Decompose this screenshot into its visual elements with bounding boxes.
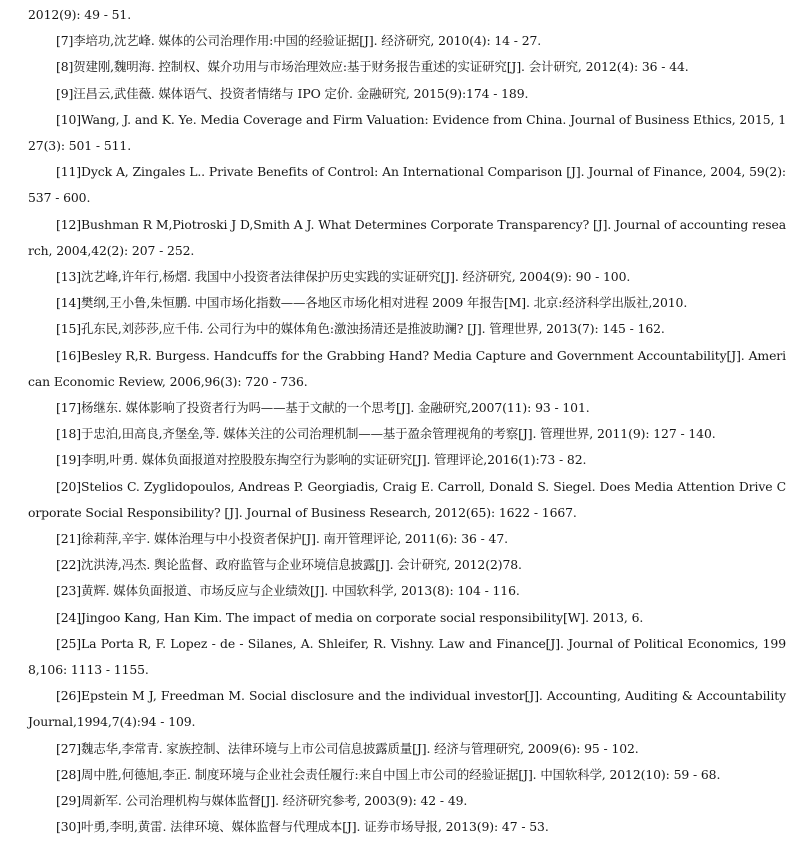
reference-entry: [23]黄辉. 媒体负面报道、市场反应与企业绩效[J]. 中国软科学, 2013(8): 104 - 116. xyxy=(56,583,520,599)
reference-list xyxy=(28,2,786,841)
reference-entry: 2012(9): 49 - 51. xyxy=(28,7,132,22)
reference-entry: [11]Dyck A, Zingales L.. Private Benefits of Control: An International Comparison [J]. Journal of Finance, 2004, 59(2): 537 - 600. xyxy=(28,164,786,206)
reference-entry: [21]徐莉萍,辛宇. 媒体治理与中小投资者保护[J]. 南开管理评论, 2011(6): 36 - 47. xyxy=(56,531,508,547)
reference-entry: [13]沈艺峰,许年行,杨熠. 我国中小投资者法律保护历史实践的实证研究[J]. 经济研究, 2004(9): 90 - 100. xyxy=(56,269,631,285)
reference-entry: [26]Epstein M J, Freedman M. Social disclosure and the individual investor[J]. Accounting, Auditing & Accountability Journal,1994,7(4):94 - 109. xyxy=(28,688,786,730)
reference-entry: [28]周中胜,何德旭,李正. 制度环境与企业社会责任履行:来自中国上市公司的经验证据[J]. 中国软科学, 2012(10): 59 - 68. xyxy=(56,766,721,782)
reference-entry: [30]叶勇,李明,黄雷. 法律环境、媒体监督与代理成本[J]. 证券市场导报, 2013(9): 47 - 53. xyxy=(56,819,549,835)
reference-entry: [18]于忠泊,田高良,齐堡垒,等. 媒体关注的公司治理机制——基于盈余管理视角的考察[J]. 管理世界, 2011(9): 127 - 140. xyxy=(56,426,716,442)
reference-entry: [10]Wang, J. and K. Ye. Media Coverage and Firm Valuation: Evidence from China. Journal of Business Ethics, 2015, 127(3): 501 - 511. xyxy=(28,111,786,154)
reference-entry: [12]Bushman R M,Piotroski J D,Smith A J. What Determines Corporate Transparency? [J]. Journal of accounting research, 2004,42(2): 207 - 252. xyxy=(28,216,786,258)
reference-entry: [15]孔东民,刘莎莎,应千伟. 公司行为中的媒体角色:激浊扬清还是推波助澜? [J]. 管理世界, 2013(7): 145 - 162. xyxy=(56,321,665,337)
reference-entry: [9]汪昌云,武佳薇. 媒体语气、投资者情绪与 IPO 定价. 金融研究, 2015(9):174 - 189. xyxy=(56,85,529,101)
reference-entry: [24]Jingoo Kang, Han Kim. The impact of media on corporate social responsibility[W]. 2013, 6. xyxy=(56,609,644,625)
reference-entry: [22]沈洪涛,冯杰. 舆论监督、政府监管与企业环境信息披露[J]. 会计研究, 2012(2)78. xyxy=(56,557,522,573)
reference-entry: [20]Stelios C. Zyglidopoulos, Andreas P. Georgiadis, Craig E. Carroll, Donald S. Siegel. Does Media Attention Drive Corporate Social Responsibility? [J]. Journal of Business Research, 2012(65): 1622 - 1667. xyxy=(28,478,786,520)
reference-entry: [17]杨继东. 媒体影响了投资者行为吗——基于文献的一个思考[J]. 金融研究,2007(11): 93 - 101. xyxy=(56,400,590,416)
reference-entry: [29]周新军. 公司治理机构与媒体监督[J]. 经济研究参考, 2003(9): 42 - 49. xyxy=(56,793,468,809)
reference-entry: [27]魏志华,李常青. 家族控制、法律环境与上市公司信息披露质量[J]. 经济与管理研究, 2009(6): 95 - 102. xyxy=(56,740,639,756)
reference-entry: [16]Besley R,R. Burgess. Handcuffs for the Grabbing Hand? Media Capture and Government Accountability[J]. American Economic Review, 2006,96(3): 720 - 736. xyxy=(28,347,786,389)
reference-entry: [19]李明,叶勇. 媒体负面报道对控股股东掏空行为影响的实证研究[J]. 管理评论,2016(1):73 - 82. xyxy=(56,452,587,468)
reference-entry: [14]樊纲,王小鲁,朱恒鹏. 中国市场化指数——各地区市场化相对进程 2009 年报告[M]. 北京:经济科学出版社,2010. xyxy=(56,295,688,311)
reference-entry: [25]La Porta R, F. Lopez - de - Silanes, A. Shleifer, R. Vishny. Law and Finance[J]. Journal of Political Economics, 1998,106: 1113 - 1155. xyxy=(28,635,786,678)
reference-entry: [8]贺建刚,魏明海. 控制权、媒介功用与市场治理效应:基于财务报告重述的实证研究[J]. 会计研究, 2012(4): 36 - 44. xyxy=(56,59,689,75)
reference-entry: [7]李培功,沈艺峰. 媒体的公司治理作用:中国的经验证据[J]. 经济研究, 2010(4): 14 - 27. xyxy=(56,33,542,49)
